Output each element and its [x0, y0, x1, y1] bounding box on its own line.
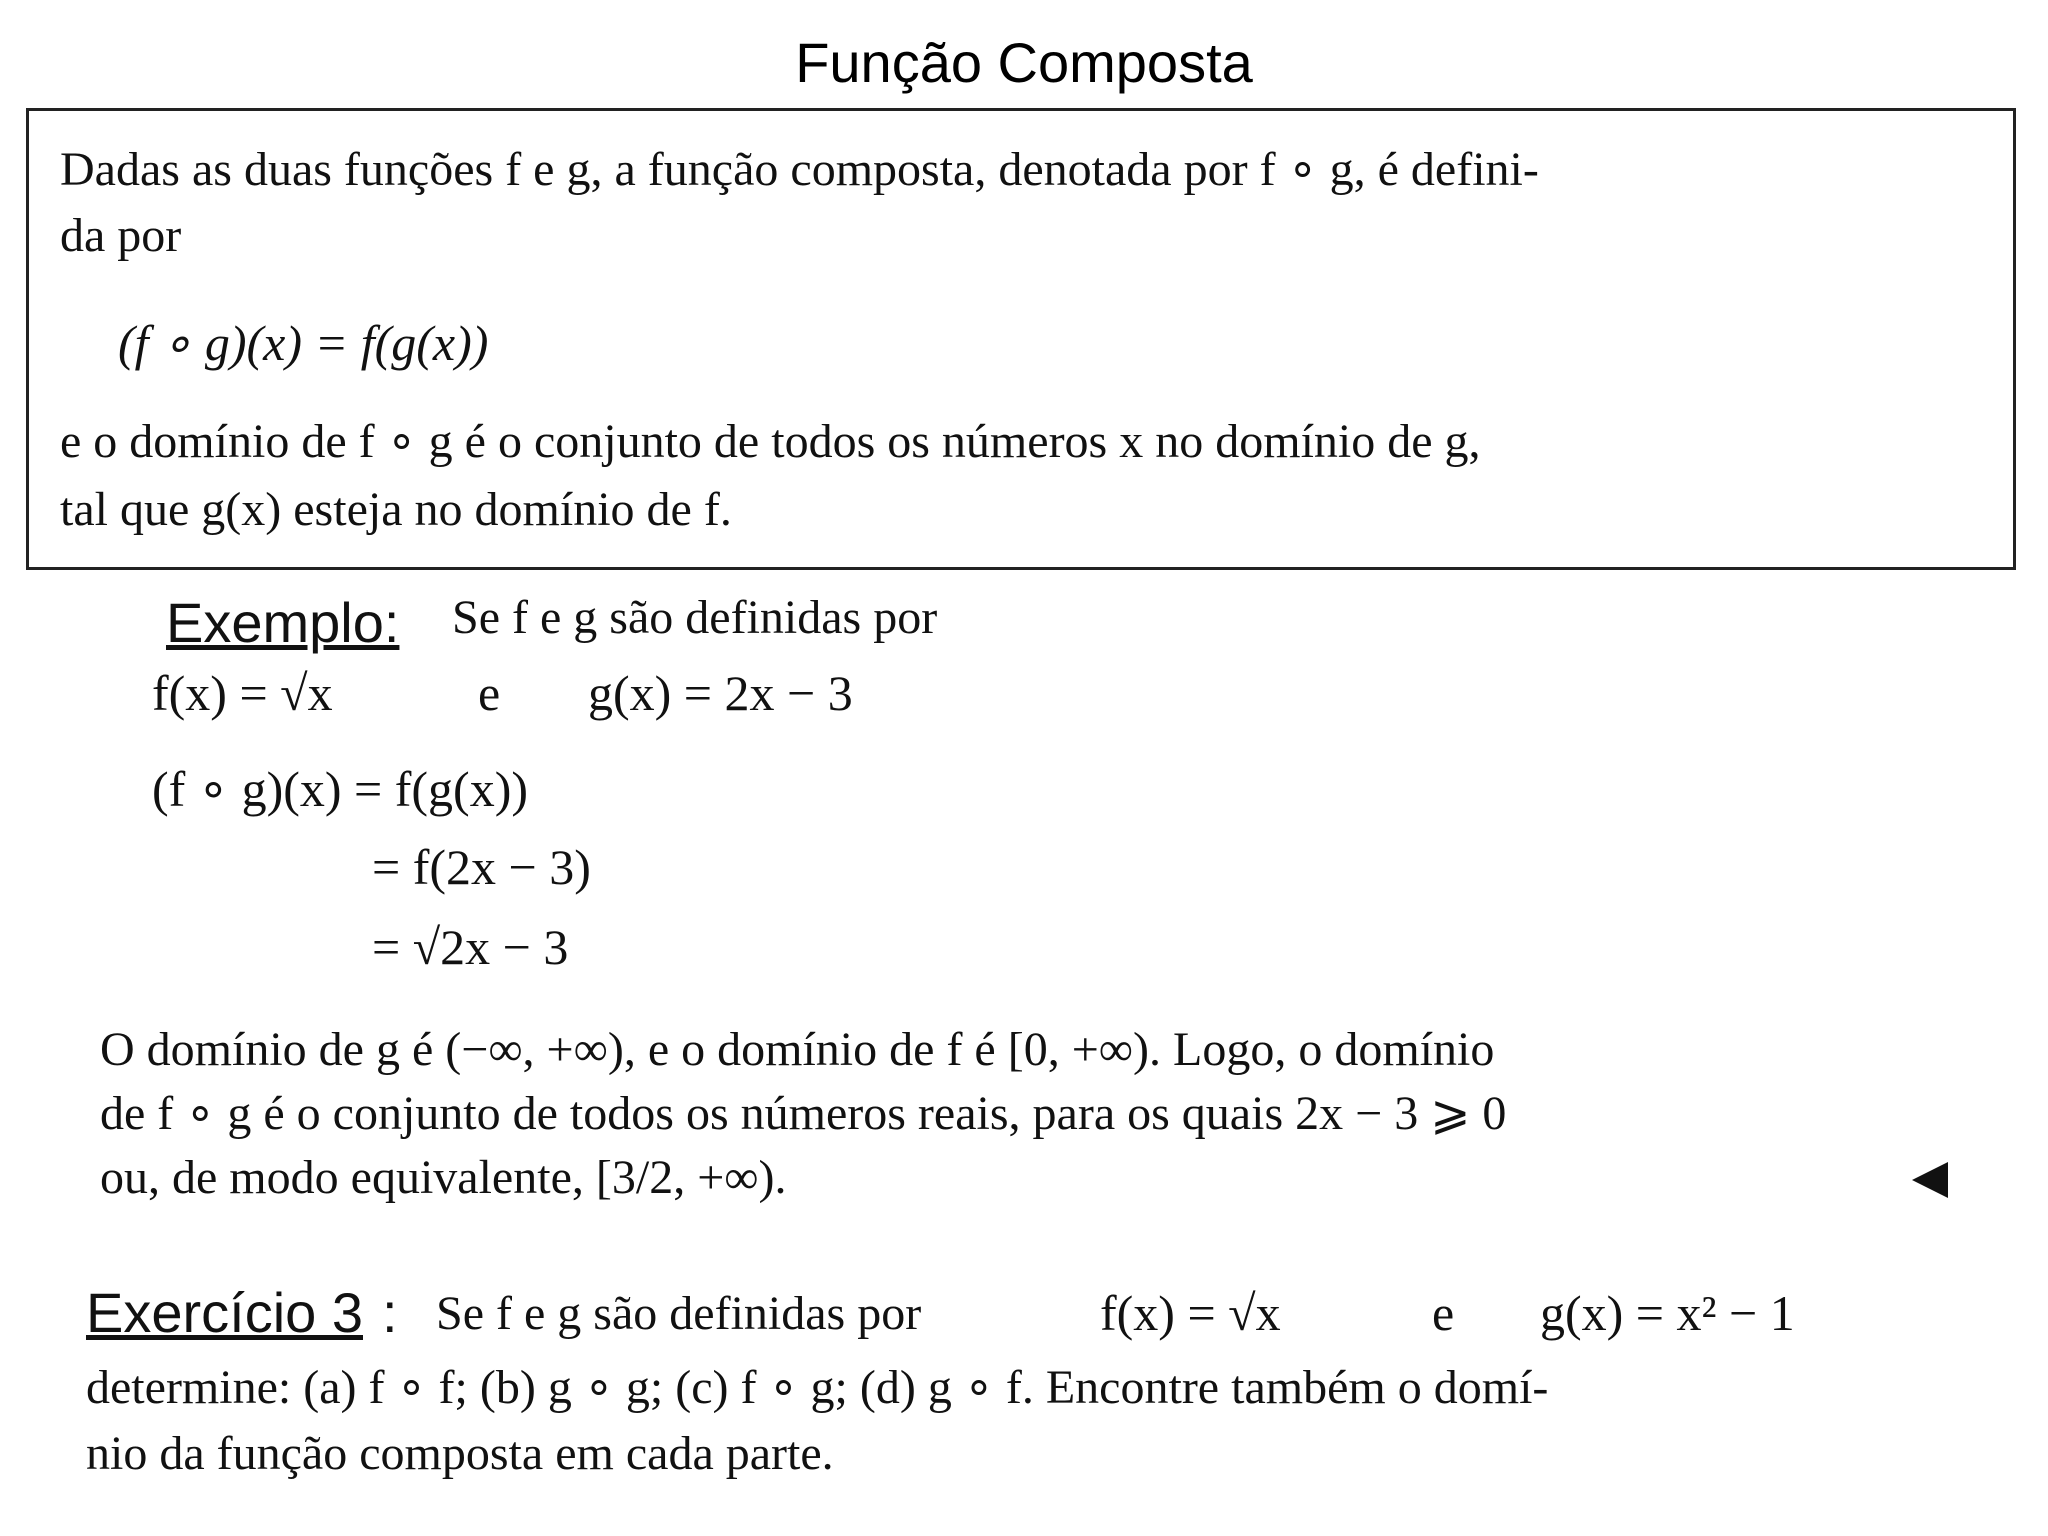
exercise-label-text: Exercício 3: [86, 1281, 363, 1344]
example-intro: Se f e g são definidas por: [452, 591, 938, 644]
example-step-3: = √2x − 3: [372, 919, 569, 975]
exercise-conjunction: e: [1432, 1285, 1455, 1341]
page-title: Função Composta: [795, 31, 1253, 94]
exercise-line-2: determine: (a) f ∘ f; (b) g ∘ g; (c) f ∘ g; (d) g ∘ f. Encontre também o domí-: [86, 1361, 1549, 1414]
example-domain-line-2: de f ∘ g é o conjunto de todos os números reais, para os quais 2x − 3 ⩾ 0: [100, 1087, 1507, 1140]
example-g-definition: g(x) = 2x − 3: [588, 665, 853, 721]
definition-line-2: da por: [60, 209, 182, 262]
example-conjunction: e: [478, 665, 501, 721]
example-step-2: = f(2x − 3): [372, 839, 591, 895]
example-f-definition: [152, 665, 333, 721]
exercise-colon: :: [382, 1281, 398, 1344]
exercise-intro: Se f e g são definidas por: [436, 1287, 922, 1340]
exercise-f-definition: f(x) = √x: [1100, 1285, 1281, 1341]
definition-line-4: tal que g(x) esteja no domínio de f.: [60, 483, 732, 536]
definition-formula: (f ∘ g)(x) = f(g(x)): [118, 315, 489, 371]
definition-line-1: Dadas as duas funções f e g, a função composta, denotada por f ∘ g, é defini-: [60, 143, 1539, 196]
example-step-1: (f ∘ g)(x) = f(g(x)): [152, 761, 529, 817]
example-f-definition-text: f(x) = √x: [152, 665, 333, 721]
example-domain-line-3: ou, de modo equivalente, [3/2, +∞).: [100, 1151, 787, 1204]
example-domain-line-1: O domínio de g é (−∞, +∞), e o domínio de f é [0, +∞). Logo, o domínio: [100, 1023, 1495, 1076]
left-triangle-icon: [1912, 1162, 1948, 1198]
exercise-g-definition: g(x) = x² − 1: [1540, 1285, 1795, 1341]
example-label: Exemplo:: [166, 591, 400, 654]
exercise-line-3: nio da função composta em cada parte.: [86, 1427, 834, 1480]
exercise-label: [86, 1280, 363, 1345]
definition-line-3: e o domínio de f ∘ g é o conjunto de todos os números x no domínio de g,: [60, 415, 1481, 468]
